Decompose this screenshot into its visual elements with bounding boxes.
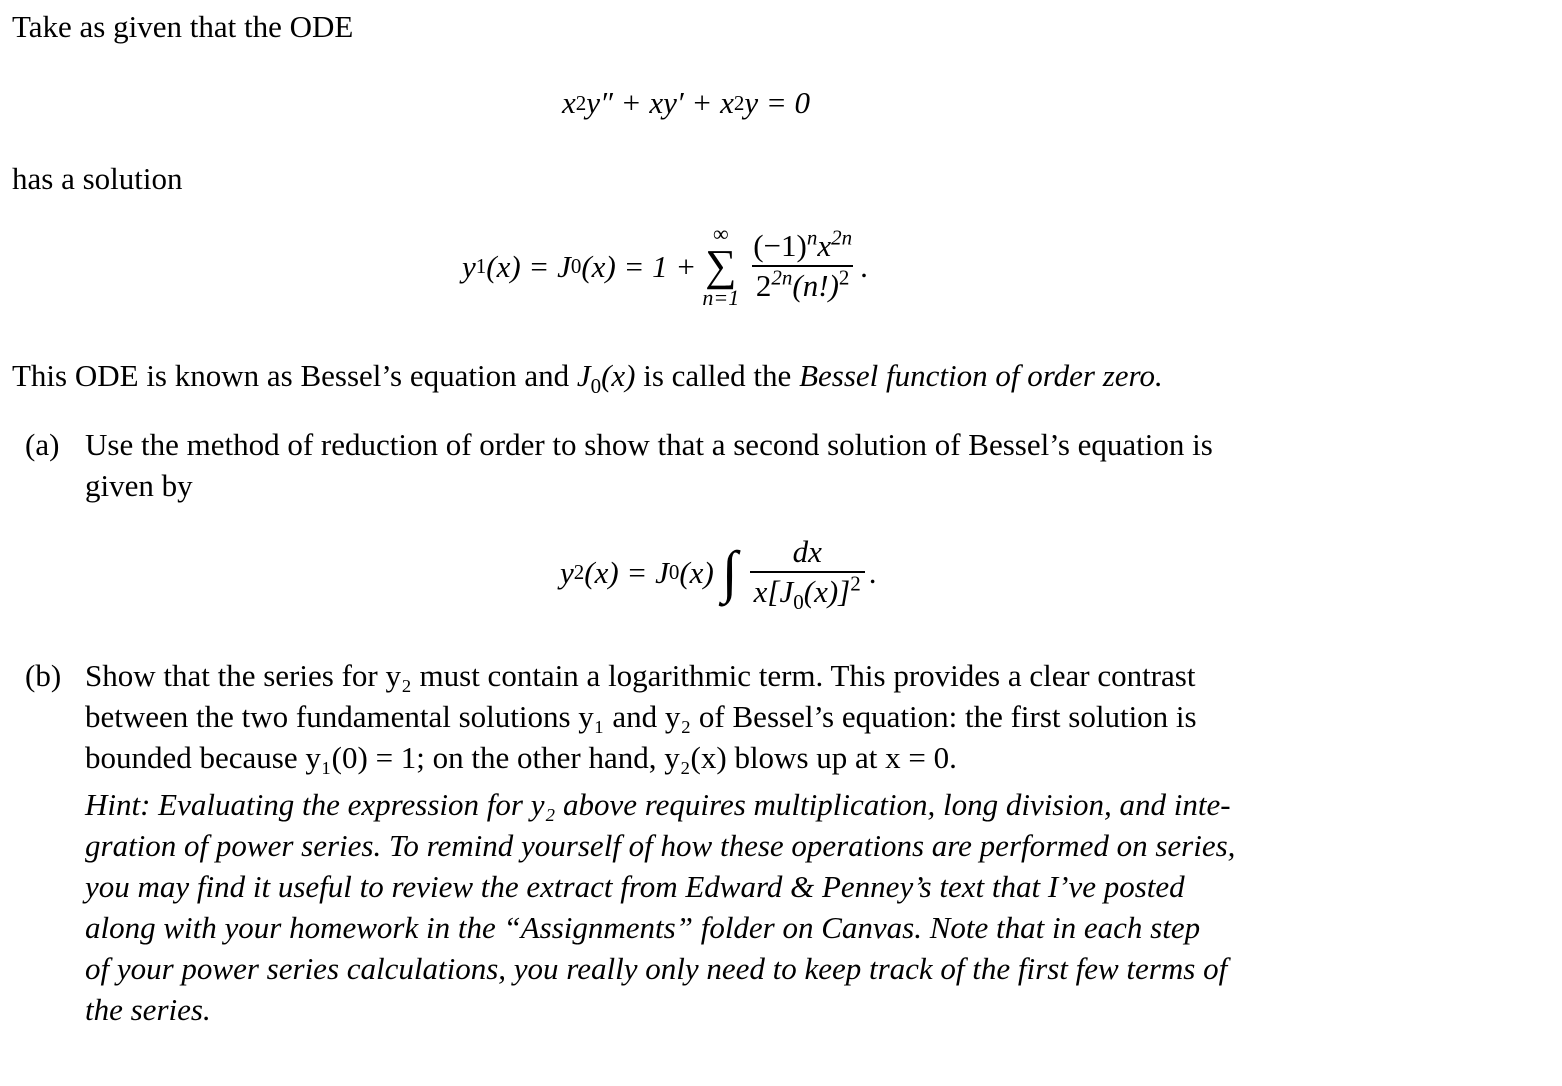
y2-fraction: [750, 534, 865, 615]
bessel-paragraph: This ODE is known as Bessel’s equation and $J_0(x)$ is called the Bessel function of order zero.: [12, 358, 1163, 399]
equation-period: .: [860, 248, 868, 284]
ode-equation: x 2 y″ + xy′ + x 2 y = 0: [562, 82, 810, 123]
hint-block: Hint: Evaluating the expression for y₂ above requires multiplication, long division, and inte- gration of power series. To remind yourself of how these operations are performed on series, you may find it useful to review the extract from Edward & Penney’s text that I’ve posted along with your homework in the “Assignments” folder on Canvas. Note that in each step of your power series calculations, you really only need to keep track of the first few terms of the series.: [85, 787, 1236, 1027]
ode-part: y = 0: [744, 85, 811, 120]
part-b-text: Show that the series for y₂ must contain a logarithmic term. This provides a clear contrast between the two fundamental solutions y₁ and y₂ of Bessel’s equation: the first solution is bounded because y₁(0) = 1; on the other hand, y₂(x) blows up at x = 0. Hint: Evaluating the expression for y₂ above requires multiplication, long division, and inte- gration of power series. To remind yourself of how these operations are performed on series, you may find it useful to review the extract from Edward & Penney’s text that I’ve posted along with your homework in the “Assignments” folder on Canvas. Note that in each step of your power series calculations, you really only need to keep track of the first few terms of the series.: [85, 655, 1435, 1030]
part-a: [25, 424, 1445, 514]
summation: [702, 222, 739, 310]
y1-arg: (x) = J: [486, 248, 571, 284]
series-solution-equation: y 1 (x) = J 0 (x) = 1 + ∞ ∑ n=1 $\frac{(-1)^nx^{2n}}{2^{2n}(n!)^2}$ .: [462, 221, 868, 310]
y2-numerator: dx: [792, 534, 822, 569]
series-numerator: $(-1)^nx^{2n}$: [753, 225, 853, 263]
sum-lower-limit: n=1: [702, 285, 740, 310]
y1-symbol: y: [462, 248, 476, 284]
part-a-text: Use the method of reduction of order to show that a second solution of Bessel’s equation is given by: [85, 427, 1213, 503]
part-a-label: (a): [25, 427, 60, 462]
y2-denominator: $x[J_0(x)]^2$: [750, 571, 865, 609]
emphasized-term: Bessel function of order zero.: [799, 358, 1163, 393]
intro-line-2: has a solution: [12, 161, 183, 196]
integral-symbol: ∫: [721, 539, 738, 604]
sum-symbol: ∑: [705, 241, 737, 290]
intro-line-1: Take as given that the ODE: [12, 9, 354, 44]
series-fraction: [749, 225, 856, 303]
j0-arg: (x) = 1 +: [581, 248, 697, 284]
sum-upper-limit: ∞: [712, 221, 729, 246]
part-b: [25, 655, 1445, 1045]
part-b-label: (b): [25, 658, 62, 693]
ode-part: y″ + xy′ + x: [586, 85, 734, 120]
y2-equation: y 2 (x) = J 0 (x) ∫ $\frac{dx}{x[J_0(x)]^2}$ .: [560, 534, 877, 615]
ode-part: x: [562, 85, 576, 120]
series-denominator: $2^{2n}(n!)^2$: [752, 265, 853, 303]
